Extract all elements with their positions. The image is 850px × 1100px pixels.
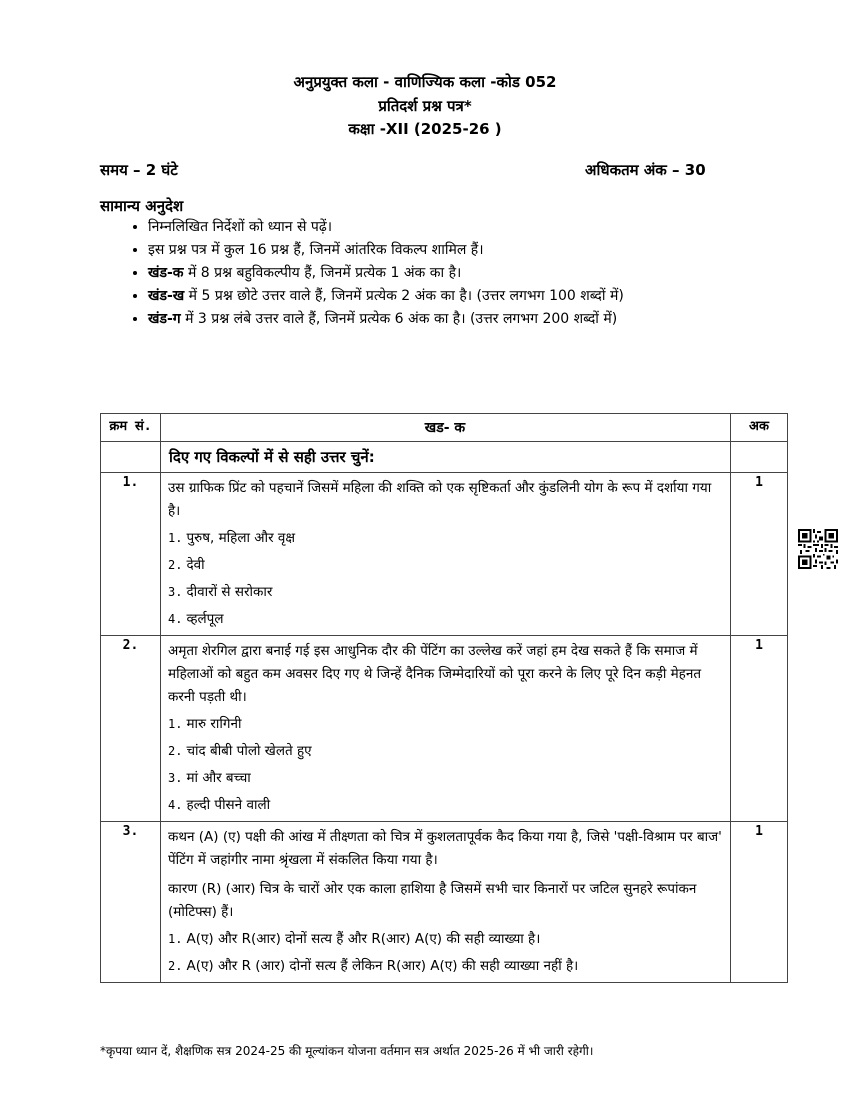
question-row: [101, 822, 788, 983]
footnote: *कृपया ध्यान दें, शैक्षणिक सत्र 2024-25 की मूल्यांकन योजना वर्तमान सत्र अर्थात 2025-26 में भी जारी रहेगी।: [100, 1044, 594, 1058]
table-header-row: [101, 414, 788, 442]
instruction-item: • खंड-क में 8 प्रश्न बहुविकल्पीय हैं, जिनमें प्रत्येक 1 अंक का है।: [148, 262, 788, 285]
option: 2. देवी: [168, 557, 205, 573]
option: 4. व्हर्लपूल: [168, 611, 224, 627]
questions-table: [100, 413, 788, 983]
question-number: 3.: [101, 822, 161, 983]
instruction-item: • इस प्रश्न पत्र में कुल 16 प्रश्न हैं, जिनमें आंतरिक विकल्प शामिल हैं।: [148, 239, 788, 262]
option: 3. दीवारों से सरोकार: [168, 584, 273, 600]
question-marks: 1: [731, 636, 788, 822]
instruction-item: • खंड-ख में 5 प्रश्न छोटे उत्तर वाले हैं, जिनमें प्रत्येक 2 अंक का है। (उत्तर लगभग 100 शब्दों में): [148, 285, 788, 308]
question-row: [101, 473, 788, 636]
question-text: अमृता शेरगिल द्वारा बनाई गई इस आधुनिक दौर की पेंटिंग का उल्लेख करें जहां हम देख सकते हैं कि समाज में महिलाओं को बहुत कम अवसर दिए गए थे जिन्हें दैनिक जिम्मेदारियों को पूरा करने के लिए पूरे दिन कड़ी मेहनत करनी पड़ती थी।: [168, 643, 702, 705]
option: 3. मां और बच्चा: [168, 770, 251, 786]
paper-title: अनुप्रयुक्त कला - वाणिज्यिक कला -कोड 052: [293, 73, 557, 91]
question-content: [161, 636, 731, 822]
option: 2. चांद बीबी पोलो खेलते हुए: [168, 743, 312, 759]
option: 4. हल्दी पीसने वाली: [168, 797, 271, 813]
question-marks: 1: [731, 473, 788, 636]
assertion-text: कथन (A) (ए) पक्षी की आंख में तीक्ष्णता को चित्र में कुशलतापूर्वक कैद किया गया है, जिसे 'पक्षी-विश्राम पर बाज' पेंटिंग में जहांगीर नामा श्रृंखला में संकलित किया गया है।: [168, 829, 722, 868]
option: 1. मारु रागिनी: [168, 716, 242, 732]
maximum-marks: अधिकतम अंक – 30: [585, 161, 706, 179]
option: 1. पुरुष, महिला और वृक्ष: [168, 530, 296, 546]
option: 2. A(ए) और R (आर) दोनों सत्य हैं लेकिन R(आर) A(ए) की सही व्याख्या नहीं है।: [168, 958, 579, 974]
instructions-title: सामान्य अनुदेश: [100, 197, 184, 215]
question-row: [101, 636, 788, 822]
section-instruction: दिए गए विकल्पों में से सही उत्तर चुनें:: [161, 442, 731, 473]
instructions-list: [100, 216, 788, 331]
paper-subtitle: प्रतिदर्श प्रश्न पत्र*: [378, 97, 472, 115]
section-instruction-row: [101, 442, 788, 473]
reason-text: कारण (R) (आर) चित्र के चारों ओर एक काला हाशिया है जिसमें सभी चार किनारों पर जटिल सुनहरे रूपांकन (मोटिफ्स) हैं।: [168, 881, 697, 920]
question-text: उस ग्राफिक प्रिंट को पहचानें जिसमें महिला की शक्ति को एक सृष्टिकर्ता और कुंडलिनी योग के रूप में दर्शाया गया है।: [168, 480, 712, 519]
question-number: 1.: [101, 473, 161, 636]
time-allowed: समय – 2 घंटे: [100, 161, 178, 179]
instruction-item: • निम्नलिखित निर्देशों को ध्यान से पढ़ें।: [148, 216, 788, 239]
marks-header: अक: [731, 414, 788, 442]
serial-number-header: क्रम सं.: [101, 414, 161, 442]
question-content: [161, 473, 731, 636]
class-year: कक्षा -XII (2025-26 ): [348, 120, 502, 138]
question-content: [161, 822, 731, 983]
section-header: खड- क: [161, 414, 731, 442]
question-marks: 1: [731, 822, 788, 983]
qr-code-icon: [798, 529, 838, 569]
question-number: 2.: [101, 636, 161, 822]
option: 1. A(ए) और R(आर) दोनों सत्य हैं और R(आर) A(ए) की सही व्याख्या है।: [168, 931, 541, 947]
instruction-item: • खंड-ग में 3 प्रश्न लंबे उत्तर वाले हैं, जिनमें प्रत्येक 6 अंक का है। (उत्तर लगभग 200 शब्दों में): [148, 308, 788, 331]
